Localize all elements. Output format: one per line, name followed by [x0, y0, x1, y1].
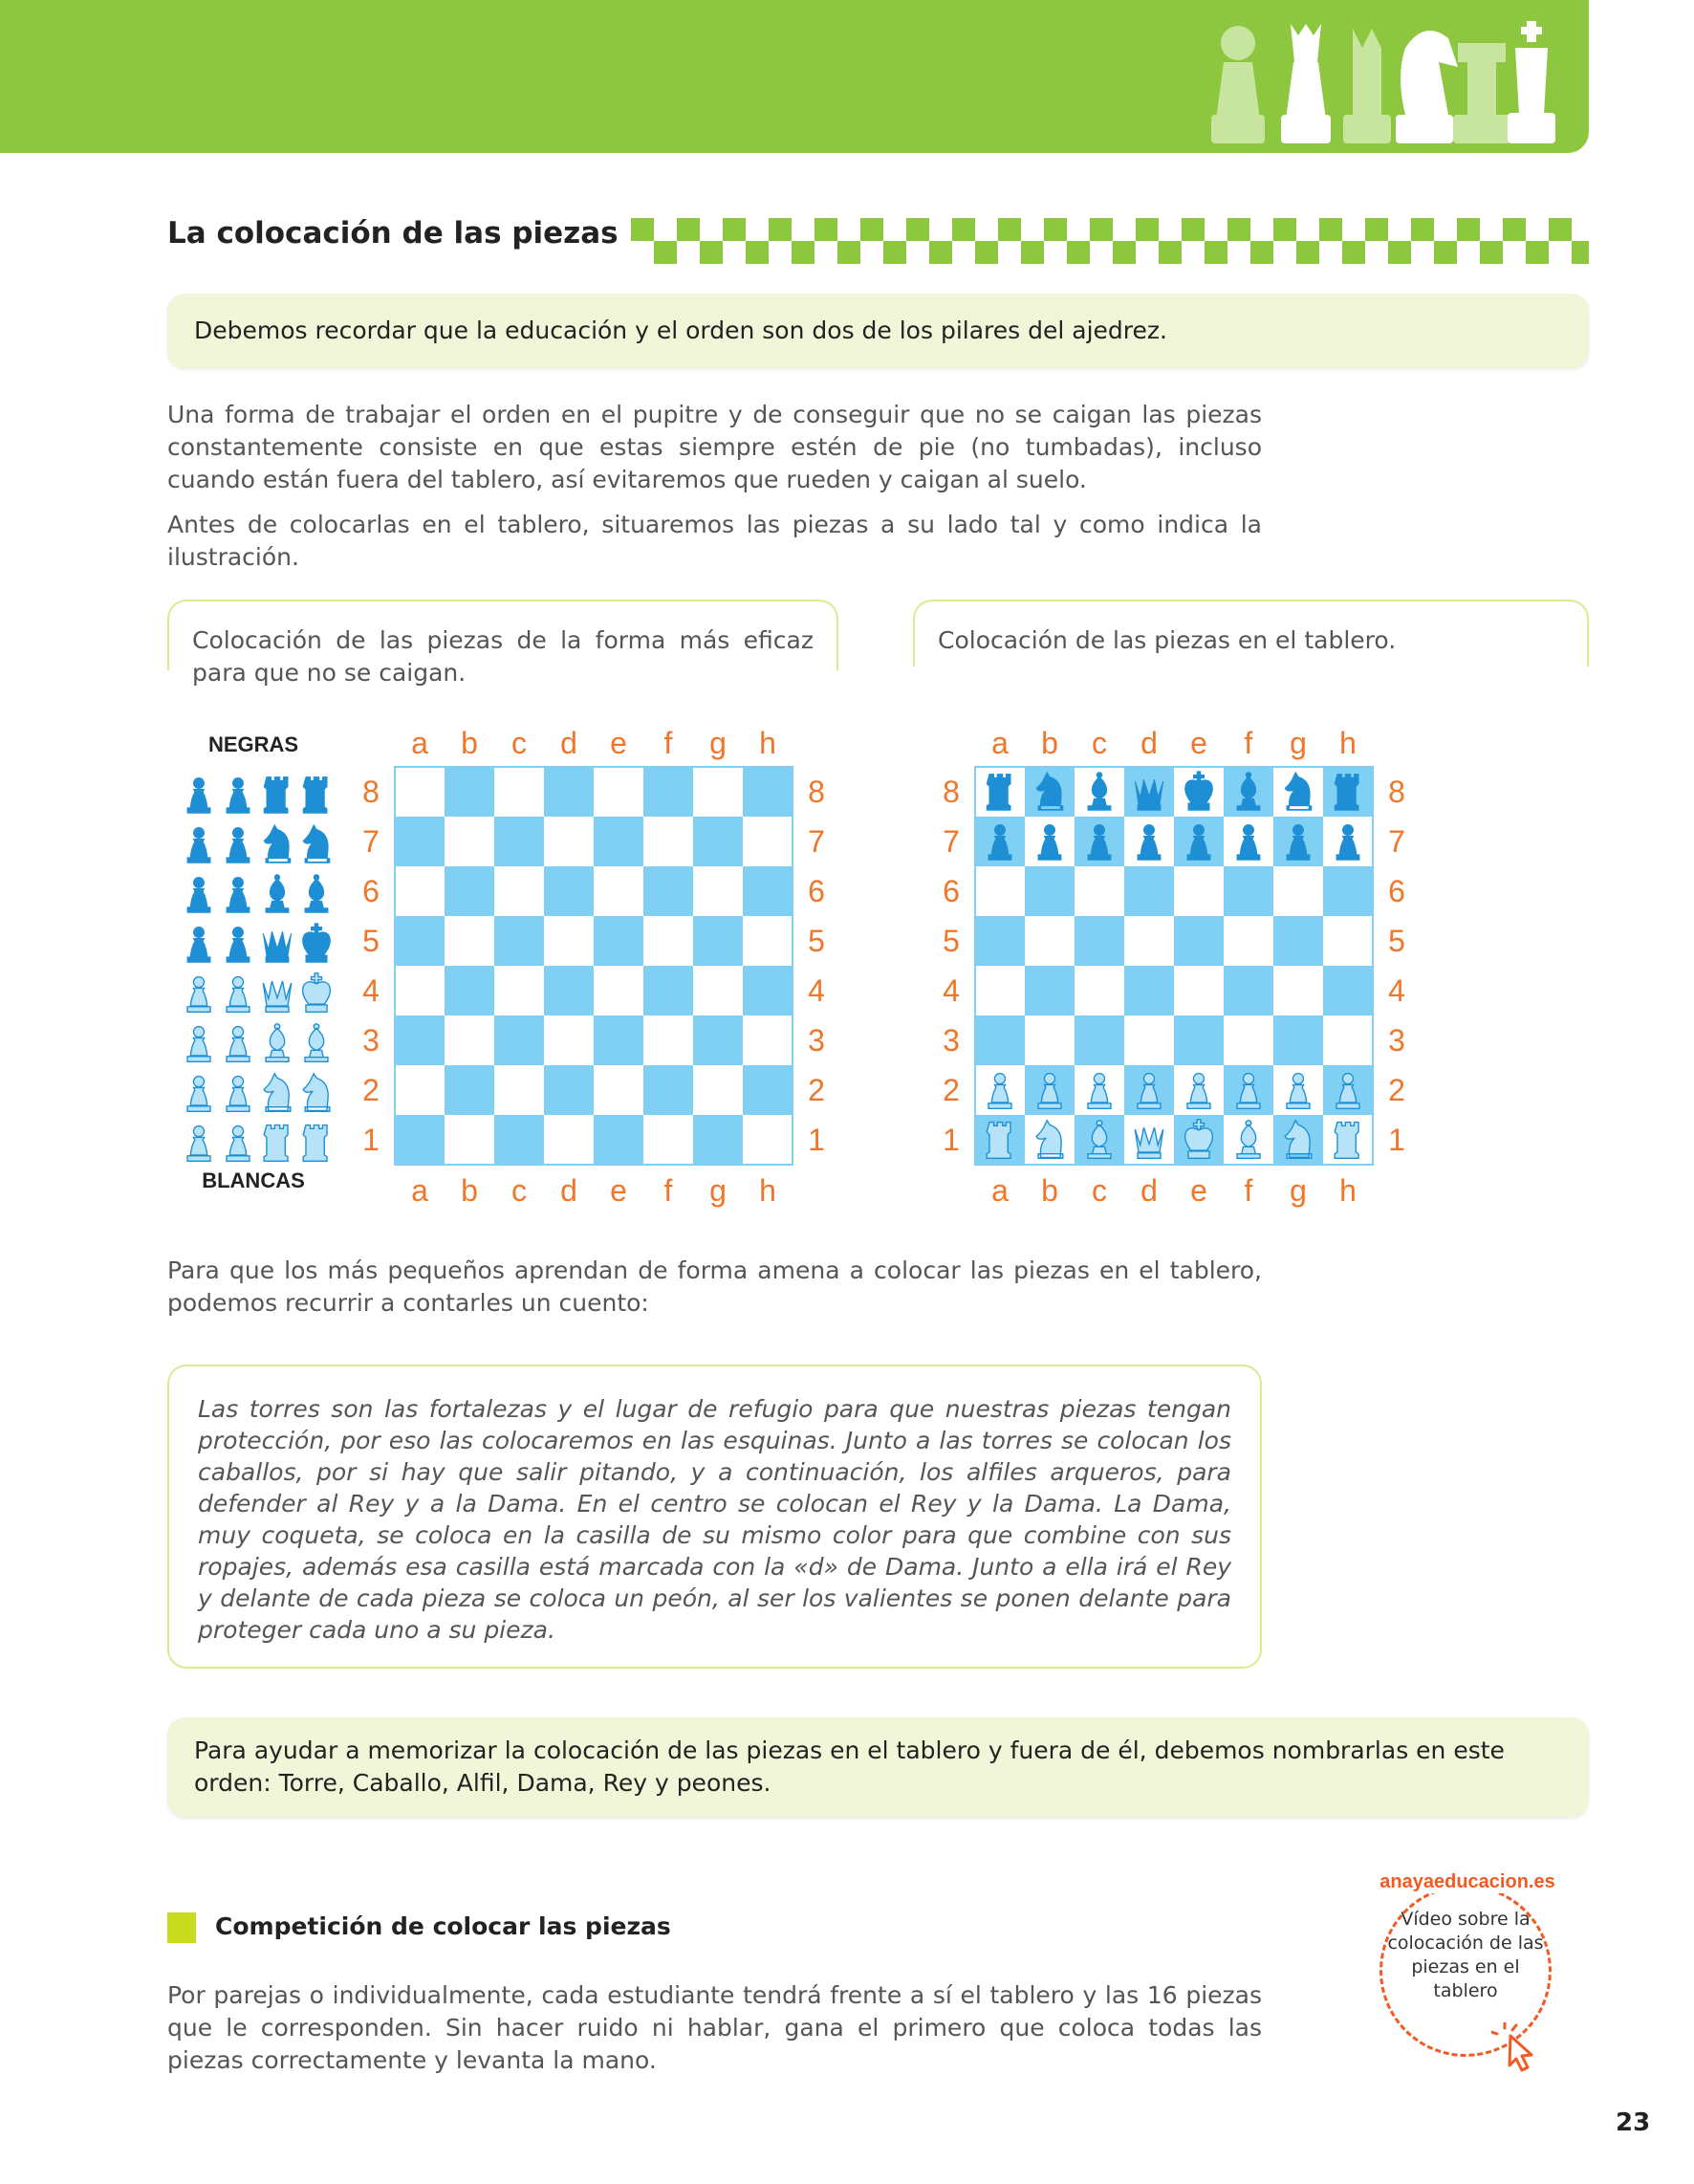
board-square — [494, 817, 544, 866]
rank-label-right: 1 — [808, 1123, 825, 1157]
checker-square — [1273, 218, 1296, 241]
board-square — [693, 817, 743, 866]
board-square — [1273, 1016, 1323, 1065]
chess-board — [362, 726, 825, 1208]
black-queen-icon — [263, 931, 291, 962]
subsection-title: Competición de colocar las piezas — [215, 1912, 671, 1940]
board-square — [643, 1115, 693, 1165]
white-pawn-icon — [187, 1077, 210, 1112]
board-square — [1124, 966, 1174, 1016]
black-knight-icon — [303, 825, 330, 863]
board-square — [544, 817, 594, 866]
note-box-bottom — [167, 1717, 1589, 1817]
board-square — [544, 1115, 594, 1165]
story-box — [167, 1365, 1262, 1669]
checker-square — [1136, 218, 1159, 241]
file-label-top: c — [511, 726, 527, 760]
website-link[interactable]: anayaeducacion.es — [1372, 1871, 1563, 1893]
file-label-top: b — [461, 726, 478, 760]
board-square — [594, 866, 643, 916]
rank-label-right: 7 — [1388, 824, 1405, 859]
board-square — [1273, 866, 1323, 916]
white-knight-icon — [264, 1074, 291, 1112]
file-label-top: f — [1244, 726, 1253, 760]
file-label-top: h — [1339, 726, 1357, 760]
board-square — [743, 866, 793, 916]
file-label-bottom: c — [511, 1173, 527, 1208]
white-queen-icon — [263, 981, 291, 1012]
board-square — [494, 1065, 544, 1115]
file-label-bottom: a — [411, 1173, 428, 1208]
board-square — [1174, 1016, 1224, 1065]
board-square — [1273, 966, 1323, 1016]
checker-square — [975, 241, 998, 264]
checker-square — [1227, 218, 1250, 241]
board-square — [1174, 966, 1224, 1016]
caption-side-text: Colocación de las piezas de la forma más eficaz para que no se caigan. — [192, 624, 814, 689]
board-square — [643, 916, 693, 966]
white-king-icon — [303, 973, 331, 1012]
checker-square — [1526, 241, 1549, 264]
rank-label-left: 2 — [362, 1073, 380, 1107]
board-square — [494, 1016, 544, 1065]
checker-strip-decoration — [631, 218, 1589, 264]
white-pawn-icon — [187, 1126, 210, 1162]
board-square — [1224, 866, 1273, 916]
black-rook-icon — [1335, 775, 1358, 811]
board-square — [975, 916, 1025, 966]
board-square — [445, 1115, 494, 1165]
board-square — [743, 1065, 793, 1115]
checker-square — [1182, 218, 1205, 241]
rank-label-right: 6 — [808, 874, 825, 908]
board-square — [544, 1016, 594, 1065]
board-square — [594, 1115, 643, 1165]
caption-board-text: Colocación de las piezas en el tablero. — [938, 624, 1564, 657]
file-label-top: f — [663, 726, 673, 760]
board-square — [643, 1016, 693, 1065]
checker-square — [1434, 241, 1457, 264]
checker-square — [631, 218, 654, 241]
paragraph-intro: Una forma de trabajar el orden en el pupitre y de conseguir que no se caigan las piezas constantemente consiste en que estas siempre estén de pie (no tumbadas), incluso cuando están fuera del tablero, así evitaremos que rueden y caigan al suelo. — [167, 401, 1262, 493]
checker-square — [654, 241, 677, 264]
checker-square — [1021, 241, 1044, 264]
board-square — [743, 767, 793, 817]
board-square — [594, 916, 643, 966]
checker-square — [746, 241, 769, 264]
checker-square — [1113, 241, 1136, 264]
board-square — [643, 767, 693, 817]
board-square — [494, 1115, 544, 1165]
paragraph-competition: Por parejas o individualmente, cada estudiante tendrá frente a sí el tablero y las 16 piezas que le corresponden. Sin hacer ruido ni hablar, gana el primero que coloca todas las piezas correctamente y levanta la mano. — [167, 1981, 1262, 2074]
checker-square — [1549, 218, 1572, 241]
board-square — [594, 817, 643, 866]
board-square — [1323, 866, 1373, 916]
board-square — [1174, 916, 1224, 966]
checker-square — [1365, 218, 1388, 241]
rank-label-left: 8 — [362, 775, 380, 809]
caption-box-board — [913, 600, 1589, 666]
checker-square — [1250, 241, 1273, 264]
checker-square — [837, 241, 860, 264]
file-label-top: g — [709, 726, 727, 760]
rank-label-left: 3 — [943, 1023, 960, 1058]
black-pawn-icon — [187, 828, 210, 863]
board-square — [743, 817, 793, 866]
chess-board — [943, 726, 1405, 1208]
board-square — [1075, 916, 1124, 966]
checker-square — [998, 218, 1021, 241]
white-pawn-icon — [187, 1027, 210, 1062]
rank-label-left: 8 — [943, 775, 960, 809]
rank-label-left: 4 — [943, 973, 960, 1008]
black-bishop-icon — [305, 875, 328, 913]
rank-label-left: 6 — [362, 874, 380, 908]
file-label-bottom: a — [991, 1173, 1009, 1208]
rank-label-right: 5 — [808, 924, 825, 958]
board-square — [445, 916, 494, 966]
label-white: BLANCAS — [202, 1168, 305, 1192]
caption-box-side — [167, 600, 838, 687]
page-number: 23 — [1616, 2108, 1651, 2137]
rank-label-right: 4 — [1388, 973, 1405, 1008]
board-square — [1075, 1016, 1124, 1065]
rank-label-right: 1 — [1388, 1123, 1405, 1157]
file-label-top: a — [411, 726, 428, 760]
rank-label-left: 5 — [943, 924, 960, 958]
paragraph-story-intro: Para que los más pequeños aprendan de forma amena a colocar las piezas en el tablero, podemos recurrir a contarles un cuento: — [167, 1256, 1262, 1317]
section-title: La colocación de las piezas — [167, 216, 619, 251]
board-square — [594, 767, 643, 817]
board-square — [544, 866, 594, 916]
board-square — [1124, 866, 1174, 916]
note-text: Debemos recordar que la educación y el orden son dos de los pilares del ajedrez. — [194, 317, 1167, 344]
file-label-top: e — [610, 726, 627, 760]
note-box-top — [167, 294, 1589, 368]
file-label-top: b — [1041, 726, 1058, 760]
rank-label-right: 2 — [808, 1073, 825, 1107]
board-square — [1025, 966, 1075, 1016]
board-square — [395, 916, 445, 966]
white-pawn-icon — [227, 1027, 250, 1062]
board-square — [1224, 966, 1273, 1016]
file-label-top: a — [991, 726, 1009, 760]
board-square — [643, 1065, 693, 1115]
rank-label-right: 8 — [808, 775, 825, 809]
checker-square — [1159, 241, 1182, 264]
rank-label-left: 1 — [362, 1123, 380, 1157]
board-square — [693, 1115, 743, 1165]
board-square — [1224, 916, 1273, 966]
file-label-bottom: f — [663, 1173, 673, 1208]
board-square — [743, 916, 793, 966]
checker-square — [1090, 218, 1113, 241]
board-square — [693, 1016, 743, 1065]
board-square — [1075, 866, 1124, 916]
black-pawn-icon — [227, 928, 250, 963]
board-square — [544, 916, 594, 966]
rank-label-left: 5 — [362, 924, 380, 958]
rank-label-right: 2 — [1388, 1073, 1405, 1107]
board-square — [693, 866, 743, 916]
checker-square — [952, 218, 975, 241]
checker-square — [1067, 241, 1090, 264]
board-square — [1124, 916, 1174, 966]
rank-label-left: 2 — [943, 1073, 960, 1107]
checker-square — [1457, 218, 1480, 241]
board-square — [395, 866, 445, 916]
white-rook-icon — [264, 1125, 288, 1162]
video-description: Vídeo sobre la colocación de las piezas en el tablero — [1387, 1909, 1544, 2001]
file-label-bottom: d — [1140, 1173, 1158, 1208]
subsection-marker-icon — [167, 1912, 196, 1943]
checker-square — [1319, 218, 1342, 241]
checker-square — [1205, 241, 1227, 264]
rank-label-right: 3 — [808, 1023, 825, 1058]
board-square — [594, 1016, 643, 1065]
board-square — [1174, 866, 1224, 916]
black-rook-icon — [264, 777, 288, 814]
board-square — [544, 966, 594, 1016]
board-square — [395, 1115, 445, 1165]
black-pawn-icon — [227, 878, 250, 913]
board-square — [975, 866, 1025, 916]
file-label-bottom: f — [1244, 1173, 1253, 1208]
checker-square — [1480, 241, 1503, 264]
checker-square — [929, 241, 952, 264]
board-square — [693, 1065, 743, 1115]
board-square — [1075, 966, 1124, 1016]
board-square — [494, 767, 544, 817]
checker-square — [723, 218, 746, 241]
chess-diagram-canvas — [167, 708, 1589, 1214]
black-pawn-icon — [227, 778, 250, 814]
file-label-top: d — [1140, 726, 1158, 760]
board-square — [1273, 916, 1323, 966]
board-square — [743, 966, 793, 1016]
white-rook-icon — [1335, 1123, 1358, 1159]
black-pawn-icon — [187, 928, 210, 963]
file-label-top: d — [560, 726, 577, 760]
file-label-bottom: b — [1041, 1173, 1058, 1208]
board-square — [975, 1016, 1025, 1065]
board-square — [445, 1065, 494, 1115]
checker-square — [1342, 241, 1365, 264]
board-square — [445, 1016, 494, 1065]
board-square — [594, 966, 643, 1016]
board-square — [544, 767, 594, 817]
rank-label-left: 6 — [943, 874, 960, 908]
black-pawn-icon — [187, 778, 210, 814]
board-square — [643, 817, 693, 866]
board-square — [1025, 866, 1075, 916]
rank-label-right: 3 — [1388, 1023, 1405, 1058]
file-label-bottom: g — [1290, 1173, 1307, 1208]
board-square — [1025, 1016, 1075, 1065]
chess-setup-diagram — [167, 708, 1589, 1214]
checker-square — [1572, 241, 1589, 264]
checker-square — [769, 218, 792, 241]
file-label-bottom: h — [759, 1173, 776, 1208]
black-bishop-icon — [266, 875, 289, 913]
checker-square — [1388, 241, 1411, 264]
file-label-top: g — [1290, 726, 1307, 760]
board-square — [1323, 1016, 1373, 1065]
checker-square — [1044, 218, 1067, 241]
black-pawn-icon — [187, 878, 210, 913]
board-square — [1224, 1016, 1273, 1065]
rank-label-left: 1 — [943, 1123, 960, 1157]
file-label-bottom: e — [1190, 1173, 1207, 1208]
board-square — [494, 916, 544, 966]
rank-label-left: 4 — [362, 973, 380, 1008]
board-square — [395, 1016, 445, 1065]
board-square — [395, 966, 445, 1016]
board-square — [494, 866, 544, 916]
board-square — [693, 767, 743, 817]
file-label-top: e — [1190, 726, 1207, 760]
board-square — [1124, 1016, 1174, 1065]
file-label-bottom: d — [560, 1173, 577, 1208]
rank-label-left: 7 — [362, 824, 380, 859]
chess-pieces-decoration-icon — [1200, 10, 1582, 153]
board-square — [445, 966, 494, 1016]
board-square — [445, 817, 494, 866]
white-pawn-icon — [227, 977, 250, 1013]
white-pawn-icon — [227, 1077, 250, 1112]
board-square — [1323, 966, 1373, 1016]
board-square — [693, 966, 743, 1016]
header-band — [0, 0, 1589, 153]
checker-square — [906, 218, 929, 241]
board-square — [743, 1115, 793, 1165]
file-label-bottom: h — [1339, 1173, 1357, 1208]
checker-square — [677, 218, 700, 241]
rank-label-right: 7 — [808, 824, 825, 859]
board-square — [643, 866, 693, 916]
checker-square — [1503, 218, 1526, 241]
white-pawn-icon — [187, 977, 210, 1013]
rank-label-left: 7 — [943, 824, 960, 859]
board-square — [1323, 916, 1373, 966]
board-square — [445, 767, 494, 817]
board-square — [743, 1016, 793, 1065]
white-bishop-icon — [266, 1024, 289, 1062]
rank-label-left: 3 — [362, 1023, 380, 1058]
checker-square — [792, 241, 814, 264]
rank-label-right: 8 — [1388, 775, 1405, 809]
white-bishop-icon — [305, 1024, 328, 1062]
checker-square — [1296, 241, 1319, 264]
white-rook-icon — [987, 1123, 1010, 1159]
file-label-bottom: e — [610, 1173, 627, 1208]
board-square — [643, 966, 693, 1016]
rank-label-right: 6 — [1388, 874, 1405, 908]
black-king-icon — [303, 924, 331, 962]
label-black: NEGRAS — [207, 732, 299, 756]
file-label-bottom: g — [709, 1173, 727, 1208]
file-label-bottom: b — [461, 1173, 478, 1208]
board-square — [395, 767, 445, 817]
checker-square — [814, 218, 837, 241]
board-square — [445, 866, 494, 916]
board-square — [693, 916, 743, 966]
paragraph-before-board: Antes de colocarlas en el tablero, situaremos las piezas a su lado tal y como indica la ilustración. — [167, 511, 1262, 571]
rank-label-right: 5 — [1388, 924, 1405, 958]
checker-square — [1411, 218, 1434, 241]
board-square — [544, 1065, 594, 1115]
black-pawn-icon — [227, 828, 250, 863]
file-label-bottom: c — [1092, 1173, 1107, 1208]
white-pawn-icon — [227, 1126, 250, 1162]
white-rook-icon — [303, 1125, 327, 1162]
note-text: Para ayudar a memorizar la colocación de las piezas en el tablero y fuera de él, debemos nombrarlas en este orden: Torre, Caballo, Alfil, Dama, Rey y peones. — [194, 1736, 1505, 1797]
white-knight-icon — [303, 1074, 330, 1112]
file-label-top: h — [759, 726, 776, 760]
click-cursor-icon — [1491, 2022, 1545, 2076]
board-square — [1025, 916, 1075, 966]
black-rook-icon — [987, 775, 1010, 811]
rank-label-right: 4 — [808, 973, 825, 1008]
board-square — [975, 966, 1025, 1016]
file-label-top: c — [1092, 726, 1107, 760]
checker-square — [883, 241, 906, 264]
board-square — [494, 966, 544, 1016]
checker-square — [700, 241, 723, 264]
black-rook-icon — [303, 777, 327, 814]
story-text: Las torres son las fortalezas y el lugar de refugio para que nuestras piezas tengan protección, por eso las colocaremos en las esquinas. Junto a las torres se colocan los caballos, por si hay que salir pitando, y a continuación, los alfiles arqueros, para defender al Rey y a la Dama. En el centro se colocan el Rey y la Dama. La Dama, muy coqueta, se coloca en la casilla de su mismo color para que combine con sus ropajes, además esa casilla está marcada con la «d» de Dama. Junto a ella irá el Rey y delante de cada pieza se coloca un peón, al ser los valientes se ponen delante para proteger cada uno a su pieza. — [198, 1395, 1231, 1644]
black-knight-icon — [264, 825, 291, 863]
board-square — [395, 1065, 445, 1115]
board-square — [594, 1065, 643, 1115]
board-square — [395, 817, 445, 866]
checker-square — [860, 218, 883, 241]
